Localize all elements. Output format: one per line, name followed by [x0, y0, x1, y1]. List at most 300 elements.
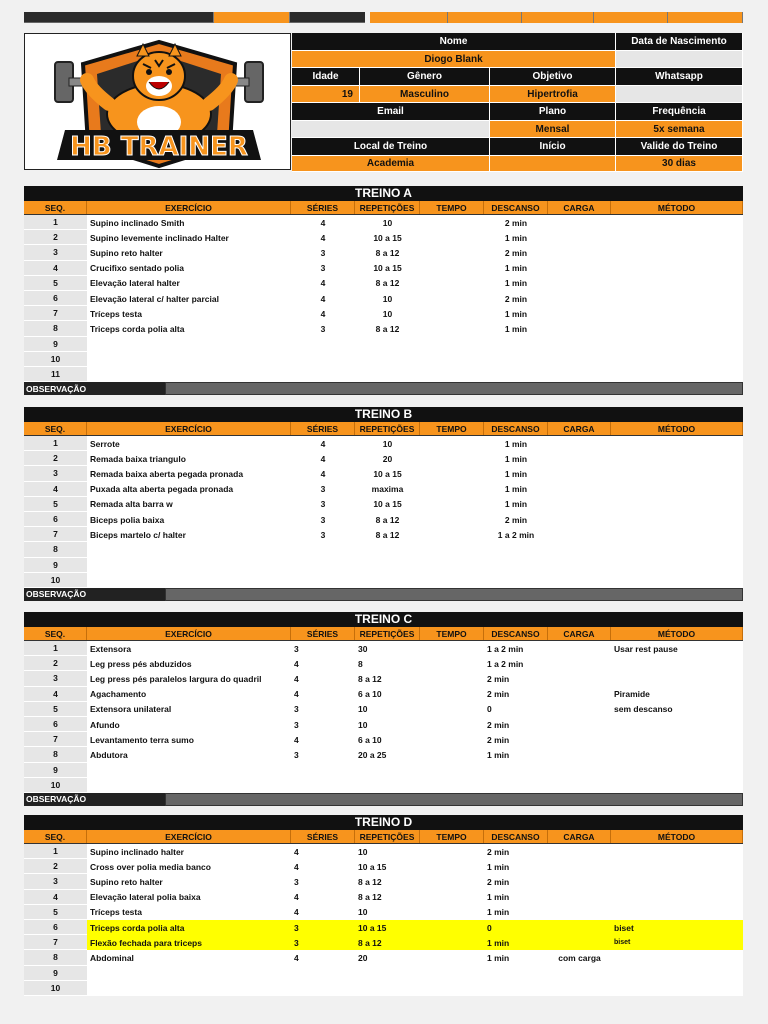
cell-carga[interactable]	[548, 337, 611, 352]
cell-series[interactable]: 4	[294, 734, 299, 745]
cell-metodo[interactable]	[611, 466, 743, 481]
cell-series[interactable]: 3	[294, 643, 299, 654]
cell-repeticoes[interactable]: 10 a 15	[373, 232, 402, 243]
cell-series[interactable]: 4	[320, 468, 326, 479]
cell-tempo[interactable]	[420, 687, 484, 702]
cell-carga[interactable]	[548, 261, 611, 276]
cell-exercicio[interactable]: Abdominal	[90, 952, 134, 963]
cell-series[interactable]: 3	[320, 263, 326, 274]
cell-series[interactable]: 3	[294, 937, 299, 948]
cell-exercicio[interactable]	[87, 573, 291, 588]
cell-exercicio[interactable]: Tríceps testa	[90, 308, 142, 319]
cell-repeticoes[interactable]: 20	[358, 952, 368, 963]
cell-descanso[interactable]	[484, 337, 548, 352]
cell-repeticoes[interactable]	[355, 966, 420, 981]
cell-tempo[interactable]	[420, 671, 484, 686]
cell-series[interactable]	[291, 981, 355, 996]
cell-exercicio[interactable]: Elevação lateral polia baixa	[90, 892, 201, 903]
cell-exercicio[interactable]: Agachamento	[90, 689, 147, 700]
cell-repeticoes[interactable]	[355, 542, 420, 557]
cell-descanso[interactable]	[484, 778, 548, 793]
cell-descanso[interactable]: 1 a 2 min	[497, 529, 535, 540]
cell-repeticoes[interactable]: 10	[382, 217, 393, 228]
cell-tempo[interactable]	[420, 859, 484, 874]
cell-carga[interactable]	[548, 436, 611, 451]
cell-repeticoes[interactable]: 10	[358, 704, 368, 715]
cell-descanso[interactable]: 1 min	[504, 308, 528, 319]
cell-tempo[interactable]	[420, 321, 484, 336]
cell-series[interactable]: 4	[320, 453, 326, 464]
cell-exercicio[interactable]: Supino levemente inclinado Halter	[90, 232, 229, 243]
cell-metodo[interactable]	[611, 573, 743, 588]
cell-series[interactable]: 3	[320, 484, 326, 495]
cell-descanso[interactable]: 2 min	[504, 293, 528, 304]
cell-metodo[interactable]: biset	[614, 922, 634, 933]
cell-metodo[interactable]	[611, 717, 743, 732]
cell-exercicio[interactable]	[87, 352, 291, 367]
cell-metodo[interactable]	[611, 276, 743, 291]
cell-carga[interactable]	[548, 466, 611, 481]
cell-carga[interactable]	[548, 763, 611, 778]
cell-tempo[interactable]	[420, 905, 484, 920]
cell-exercicio[interactable]	[87, 981, 291, 996]
cell-exercicio[interactable]: Puxada alta aberta pegada pronada	[90, 484, 234, 495]
cell-exercicio[interactable]: Leg press pés paralelos largura do quadril	[90, 673, 262, 684]
cell-repeticoes[interactable]: 8 a 12	[375, 323, 400, 334]
cell-carga[interactable]	[548, 542, 611, 557]
cell-exercicio[interactable]: Supino inclinado Smith	[90, 217, 185, 228]
cell-descanso[interactable]: 2 min	[487, 876, 510, 887]
cell-exercicio[interactable]: Serrote	[90, 438, 120, 449]
cell-tempo[interactable]	[420, 732, 484, 747]
cell-descanso[interactable]: 0	[487, 704, 492, 715]
cell-repeticoes[interactable]	[355, 337, 420, 352]
cell-metodo[interactable]	[611, 512, 743, 527]
cell-metodo[interactable]	[611, 778, 743, 793]
cell-metodo[interactable]	[611, 732, 743, 747]
cell-repeticoes[interactable]: 6 a 10	[358, 689, 382, 700]
cell-descanso[interactable]: 1 a 2 min	[487, 658, 524, 669]
cell-carga[interactable]	[548, 671, 611, 686]
cell-carga[interactable]	[548, 935, 611, 950]
cell-repeticoes[interactable]: 8 a 12	[375, 278, 400, 289]
cell-metodo[interactable]: sem descanso	[614, 704, 673, 715]
cell-repeticoes[interactable]: 10	[358, 719, 368, 730]
cell-repeticoes[interactable]	[355, 573, 420, 588]
cell-series[interactable]	[291, 573, 355, 588]
cell-carga[interactable]	[548, 451, 611, 466]
cell-descanso[interactable]: 1 a 2 min	[487, 643, 524, 654]
cell-series[interactable]: 4	[320, 293, 326, 304]
cell-tempo[interactable]	[420, 337, 484, 352]
cell-tempo[interactable]	[420, 436, 484, 451]
cell-repeticoes[interactable]: 10	[358, 846, 368, 857]
cell-series[interactable]: 3	[294, 876, 299, 887]
cell-carga[interactable]	[548, 702, 611, 717]
cell-descanso[interactable]: 2 min	[487, 719, 510, 730]
cell-series[interactable]: 4	[294, 907, 299, 918]
cell-repeticoes[interactable]: 10 a 15	[358, 922, 387, 933]
cell-series[interactable]: 4	[320, 438, 326, 449]
cell-repeticoes[interactable]: 10	[382, 438, 393, 449]
cell-series[interactable]: 4	[320, 232, 326, 243]
cell-carga[interactable]	[548, 859, 611, 874]
cell-repeticoes[interactable]: 8 a 12	[358, 673, 382, 684]
cell-tempo[interactable]	[420, 482, 484, 497]
cell-exercicio[interactable]: Remada alta barra w	[90, 499, 173, 510]
cell-metodo[interactable]	[611, 261, 743, 276]
cell-metodo[interactable]	[611, 656, 743, 671]
cell-series[interactable]: 3	[320, 529, 326, 540]
cell-tempo[interactable]	[420, 352, 484, 367]
whatsapp-value[interactable]	[616, 86, 743, 103]
cell-exercicio[interactable]: Afundo	[90, 719, 120, 730]
cell-metodo[interactable]	[611, 981, 743, 996]
cell-carga[interactable]	[548, 920, 611, 935]
cell-exercicio[interactable]: Tríceps testa	[90, 907, 142, 918]
cell-tempo[interactable]	[420, 935, 484, 950]
cell-carga[interactable]	[548, 276, 611, 291]
cell-metodo[interactable]	[611, 482, 743, 497]
cell-tempo[interactable]	[420, 763, 484, 778]
cell-metodo[interactable]: biset	[614, 939, 631, 947]
cell-tempo[interactable]	[420, 656, 484, 671]
cell-descanso[interactable]: 0	[487, 922, 492, 933]
cell-metodo[interactable]	[611, 950, 743, 965]
cell-metodo[interactable]	[611, 527, 743, 542]
cell-metodo[interactable]	[611, 436, 743, 451]
cell-descanso[interactable]: 1 min	[504, 468, 528, 479]
cell-series[interactable]: 4	[294, 673, 299, 684]
cell-descanso[interactable]: 2 min	[504, 217, 528, 228]
cell-repeticoes[interactable]: maxima	[371, 484, 404, 495]
cell-exercicio[interactable]	[87, 778, 291, 793]
cell-descanso[interactable]: 1 min	[487, 907, 510, 918]
cell-exercicio[interactable]: Supino reto halter	[90, 876, 163, 887]
cell-carga[interactable]	[548, 291, 611, 306]
cell-series[interactable]: 4	[320, 308, 326, 319]
cell-descanso[interactable]	[484, 558, 548, 573]
cell-tempo[interactable]	[420, 245, 484, 260]
cell-series[interactable]: 3	[294, 719, 299, 730]
cell-metodo[interactable]	[611, 352, 743, 367]
cell-repeticoes[interactable]: 10	[382, 308, 393, 319]
cell-exercicio[interactable]	[87, 763, 291, 778]
cell-exercicio[interactable]: Remada baixa triangulo	[90, 453, 186, 464]
objetivo-value[interactable]: Hipertrofia	[490, 86, 616, 103]
cell-repeticoes[interactable]: 8 a 12	[358, 937, 382, 948]
cell-exercicio[interactable]: Remada baixa aberta pegada pronada	[90, 468, 244, 479]
cell-repeticoes[interactable]: 20	[382, 453, 393, 464]
cell-exercicio[interactable]	[87, 966, 291, 981]
cell-carga[interactable]	[548, 367, 611, 382]
cell-series[interactable]: 3	[320, 499, 326, 510]
cell-exercicio[interactable]: Supino inclinado halter	[90, 846, 184, 857]
cell-repeticoes[interactable]: 6 a 10	[358, 734, 382, 745]
cell-series[interactable]: 4	[294, 892, 299, 903]
cell-tempo[interactable]	[420, 367, 484, 382]
cell-descanso[interactable]: 1 min	[504, 438, 528, 449]
cell-descanso[interactable]: 1 min	[504, 453, 528, 464]
cell-tempo[interactable]	[420, 558, 484, 573]
cell-tempo[interactable]	[420, 950, 484, 965]
cell-exercicio[interactable]: Extensora unilateral	[90, 704, 172, 715]
cell-tempo[interactable]	[420, 717, 484, 732]
cell-descanso[interactable]: 1 min	[487, 952, 510, 963]
cell-tempo[interactable]	[420, 844, 484, 859]
cell-repeticoes[interactable]	[355, 367, 420, 382]
cell-exercicio[interactable]: Cross over polia media banco	[90, 861, 211, 872]
cell-descanso[interactable]: 1 min	[487, 861, 510, 872]
cell-series[interactable]	[291, 763, 355, 778]
cell-tempo[interactable]	[420, 542, 484, 557]
cell-exercicio[interactable]: Elevação lateral c/ halter parcial	[90, 293, 219, 304]
cell-repeticoes[interactable]	[355, 981, 420, 996]
cell-descanso[interactable]: 2 min	[504, 247, 528, 258]
cell-carga[interactable]	[548, 687, 611, 702]
cell-tempo[interactable]	[420, 466, 484, 481]
cell-descanso[interactable]: 1 min	[504, 499, 528, 510]
cell-carga[interactable]	[548, 966, 611, 981]
cell-repeticoes[interactable]: 10 a 15	[373, 263, 402, 274]
local-value[interactable]: Academia	[292, 156, 490, 172]
cell-descanso[interactable]: 1 min	[504, 484, 528, 495]
cell-repeticoes[interactable]	[355, 558, 420, 573]
cell-exercicio[interactable]	[87, 337, 291, 352]
cell-series[interactable]: 4	[320, 278, 326, 289]
cell-exercicio[interactable]: Elevação lateral halter	[90, 278, 180, 289]
cell-exercicio[interactable]: Flexão fechada para triceps	[90, 937, 202, 948]
cell-descanso[interactable]: 1 min	[504, 278, 528, 289]
cell-descanso[interactable]	[484, 367, 548, 382]
cell-series[interactable]: 4	[294, 861, 299, 872]
cell-descanso[interactable]: 1 min	[504, 323, 528, 334]
plano-value[interactable]: Mensal	[490, 121, 616, 138]
cell-exercicio[interactable]	[87, 542, 291, 557]
cell-descanso[interactable]: 2 min	[504, 514, 528, 525]
cell-series[interactable]	[291, 352, 355, 367]
cell-exercicio[interactable]: Crucifixo sentado polia	[90, 263, 184, 274]
cell-descanso[interactable]: 2 min	[487, 673, 510, 684]
cell-carga[interactable]: com carga	[558, 952, 601, 963]
cell-series[interactable]: 4	[294, 689, 299, 700]
cell-tempo[interactable]	[420, 230, 484, 245]
cell-series[interactable]: 4	[294, 846, 299, 857]
cell-exercicio[interactable]: Triceps corda polia alta	[90, 323, 185, 334]
cell-metodo[interactable]	[611, 321, 743, 336]
cell-metodo[interactable]: Usar rest pause	[614, 643, 678, 654]
cell-carga[interactable]	[548, 905, 611, 920]
cell-metodo[interactable]	[611, 291, 743, 306]
cell-series[interactable]: 3	[320, 323, 326, 334]
cell-descanso[interactable]	[484, 352, 548, 367]
cell-metodo[interactable]	[611, 844, 743, 859]
cell-carga[interactable]	[548, 497, 611, 512]
cell-descanso[interactable]: 1 min	[504, 232, 528, 243]
cell-series[interactable]	[291, 778, 355, 793]
cell-exercicio[interactable]	[87, 558, 291, 573]
cell-carga[interactable]	[548, 215, 611, 230]
cell-tempo[interactable]	[420, 702, 484, 717]
cell-metodo[interactable]	[611, 747, 743, 762]
cell-repeticoes[interactable]: 10 a 15	[373, 468, 402, 479]
cell-tempo[interactable]	[420, 512, 484, 527]
cell-tempo[interactable]	[420, 276, 484, 291]
genero-value[interactable]: Masculino	[360, 86, 490, 103]
cell-carga[interactable]	[548, 981, 611, 996]
cell-tempo[interactable]	[420, 747, 484, 762]
cell-repeticoes[interactable]: 8 a 12	[358, 892, 382, 903]
cell-descanso[interactable]: 1 min	[487, 749, 510, 760]
cell-tempo[interactable]	[420, 874, 484, 889]
cell-carga[interactable]	[548, 747, 611, 762]
cell-exercicio[interactable]: Biceps martelo c/ halter	[90, 529, 186, 540]
cell-series[interactable]: 3	[294, 922, 299, 933]
cell-tempo[interactable]	[420, 527, 484, 542]
cell-descanso[interactable]	[484, 763, 548, 778]
cell-metodo[interactable]	[611, 230, 743, 245]
cell-repeticoes[interactable]	[355, 763, 420, 778]
observacao-field[interactable]	[165, 588, 743, 601]
cell-carga[interactable]	[548, 245, 611, 260]
cell-metodo[interactable]	[611, 497, 743, 512]
cell-tempo[interactable]	[420, 497, 484, 512]
cell-descanso[interactable]	[484, 966, 548, 981]
cell-repeticoes[interactable]: 10 a 15	[358, 861, 387, 872]
cell-series[interactable]: 3	[320, 247, 326, 258]
cell-descanso[interactable]	[484, 542, 548, 557]
cell-tempo[interactable]	[420, 215, 484, 230]
cell-repeticoes[interactable]: 8	[358, 658, 363, 669]
observacao-field[interactable]	[165, 793, 743, 806]
cell-repeticoes[interactable]: 8 a 12	[375, 529, 400, 540]
cell-exercicio[interactable]: Biceps polia baixa	[90, 514, 165, 525]
cell-carga[interactable]	[548, 656, 611, 671]
cell-exercicio[interactable]: Supino reto halter	[90, 247, 163, 258]
cell-series[interactable]: 4	[294, 658, 299, 669]
cell-descanso[interactable]	[484, 981, 548, 996]
cell-repeticoes[interactable]	[355, 352, 420, 367]
cell-series[interactable]	[291, 558, 355, 573]
cell-exercicio[interactable]	[87, 367, 291, 382]
cell-carga[interactable]	[548, 558, 611, 573]
cell-descanso[interactable]: 2 min	[487, 734, 510, 745]
cell-tempo[interactable]	[420, 573, 484, 588]
cell-carga[interactable]	[548, 352, 611, 367]
cell-metodo[interactable]	[611, 451, 743, 466]
cell-metodo[interactable]	[611, 671, 743, 686]
cell-carga[interactable]	[548, 641, 611, 656]
cell-repeticoes[interactable]: 20 a 25	[358, 749, 387, 760]
nome-value[interactable]: Diogo Blank	[292, 51, 616, 68]
cell-series[interactable]	[291, 966, 355, 981]
cell-metodo[interactable]	[611, 966, 743, 981]
cell-metodo[interactable]	[611, 245, 743, 260]
cell-repeticoes[interactable]: 10	[382, 293, 393, 304]
cell-carga[interactable]	[548, 717, 611, 732]
cell-carga[interactable]	[548, 844, 611, 859]
cell-repeticoes[interactable]: 30	[358, 643, 368, 654]
cell-tempo[interactable]	[420, 306, 484, 321]
cell-descanso[interactable]: 1 min	[504, 263, 528, 274]
cell-metodo[interactable]: Piramide	[614, 689, 650, 700]
cell-tempo[interactable]	[420, 890, 484, 905]
cell-metodo[interactable]	[611, 874, 743, 889]
cell-descanso[interactable]: 1 min	[487, 937, 510, 948]
cell-series[interactable]: 4	[294, 952, 299, 963]
cell-metodo[interactable]	[611, 905, 743, 920]
cell-tempo[interactable]	[420, 261, 484, 276]
cell-tempo[interactable]	[420, 291, 484, 306]
cell-series[interactable]: 4	[320, 217, 326, 228]
cell-repeticoes[interactable]: 10	[358, 907, 368, 918]
cell-repeticoes[interactable]: 8 a 12	[358, 876, 382, 887]
cell-carga[interactable]	[548, 527, 611, 542]
nasc-value[interactable]	[616, 51, 743, 68]
cell-carga[interactable]	[548, 778, 611, 793]
validade-value[interactable]: 30 dias	[616, 156, 743, 172]
cell-series[interactable]	[291, 542, 355, 557]
cell-metodo[interactable]	[611, 306, 743, 321]
cell-carga[interactable]	[548, 306, 611, 321]
cell-carga[interactable]	[548, 230, 611, 245]
cell-descanso[interactable]: 2 min	[487, 689, 510, 700]
cell-repeticoes[interactable]: 8 a 12	[375, 514, 400, 525]
cell-metodo[interactable]	[611, 558, 743, 573]
cell-carga[interactable]	[548, 874, 611, 889]
cell-descanso[interactable]	[484, 573, 548, 588]
cell-tempo[interactable]	[420, 451, 484, 466]
cell-exercicio[interactable]: Leg press pés abduzidos	[90, 658, 192, 669]
cell-repeticoes[interactable]: 10 a 15	[373, 499, 402, 510]
inicio-value[interactable]	[490, 156, 616, 172]
cell-metodo[interactable]	[611, 367, 743, 382]
observacao-field[interactable]	[165, 382, 743, 395]
cell-metodo[interactable]	[611, 890, 743, 905]
cell-exercicio[interactable]: Triceps corda polia alta	[90, 922, 185, 933]
cell-series[interactable]	[291, 337, 355, 352]
cell-tempo[interactable]	[420, 641, 484, 656]
cell-carga[interactable]	[548, 321, 611, 336]
cell-exercicio[interactable]: Extensora	[90, 643, 132, 654]
cell-metodo[interactable]	[611, 542, 743, 557]
cell-metodo[interactable]	[611, 763, 743, 778]
cell-carga[interactable]	[548, 573, 611, 588]
cell-series[interactable]: 3	[294, 704, 299, 715]
cell-descanso[interactable]: 2 min	[487, 846, 510, 857]
cell-carga[interactable]	[548, 890, 611, 905]
cell-repeticoes[interactable]	[355, 778, 420, 793]
cell-series[interactable]: 3	[320, 514, 326, 525]
email-value[interactable]	[292, 121, 490, 138]
cell-tempo[interactable]	[420, 981, 484, 996]
cell-tempo[interactable]	[420, 920, 484, 935]
cell-series[interactable]	[291, 367, 355, 382]
idade-value[interactable]: 19	[292, 86, 360, 103]
cell-metodo[interactable]	[611, 859, 743, 874]
cell-tempo[interactable]	[420, 778, 484, 793]
cell-carga[interactable]	[548, 732, 611, 747]
cell-metodo[interactable]	[611, 215, 743, 230]
freq-value[interactable]: 5x semana	[616, 121, 743, 138]
cell-metodo[interactable]	[611, 337, 743, 352]
cell-exercicio[interactable]: Abdutora	[90, 749, 128, 760]
cell-repeticoes[interactable]: 8 a 12	[375, 247, 400, 258]
cell-carga[interactable]	[548, 482, 611, 497]
cell-carga[interactable]	[548, 512, 611, 527]
cell-exercicio[interactable]: Levantamento terra sumo	[90, 734, 194, 745]
cell-descanso[interactable]: 1 min	[487, 892, 510, 903]
